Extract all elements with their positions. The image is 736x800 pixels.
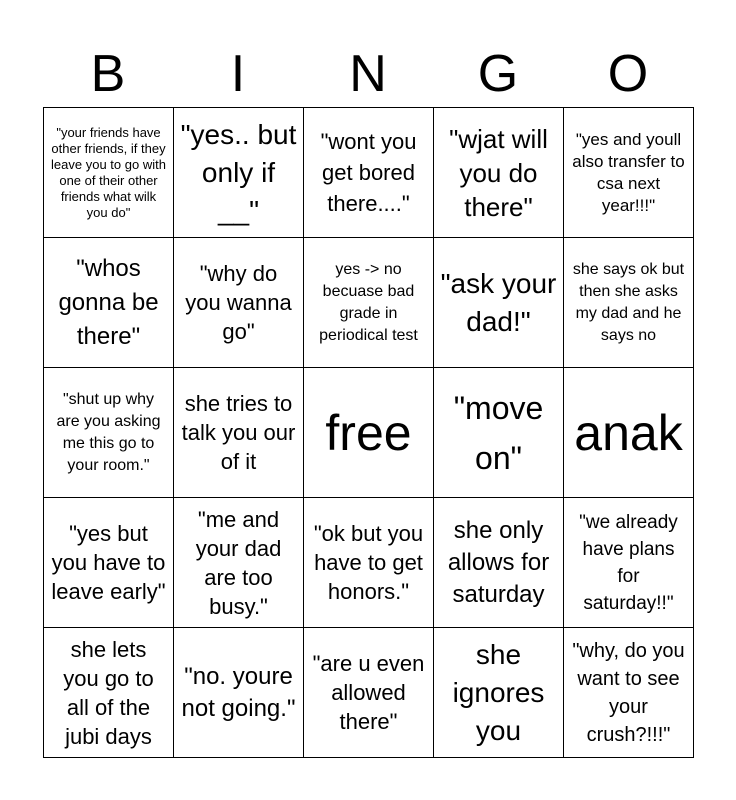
bingo-cell[interactable] xyxy=(564,108,694,238)
bingo-cell[interactable] xyxy=(44,238,174,368)
bingo-cell-text: "yes.. but only if __" xyxy=(180,118,297,226)
bingo-cell[interactable] xyxy=(174,498,304,628)
bingo-cell[interactable] xyxy=(44,628,174,758)
bingo-cell-text: "ok but you have to get honors." xyxy=(313,521,424,604)
bingo-cell[interactable] xyxy=(564,238,694,368)
bingo-cell-text: "me and your dad are too busy." xyxy=(195,506,282,619)
bingo-cell[interactable] xyxy=(434,498,564,628)
bingo-cell-text: "move on" xyxy=(453,389,544,476)
header-letter-o: O xyxy=(607,45,649,103)
bingo-cell-text: "why, do you want to see your crush?!!!" xyxy=(572,639,685,746)
bingo-cell-text: anak xyxy=(574,404,683,461)
header-letter-g: G xyxy=(477,45,519,103)
bingo-cell-text: she lets you go to all of the jubi days xyxy=(63,636,154,749)
bingo-cell[interactable] xyxy=(564,628,694,758)
bingo-cell[interactable] xyxy=(434,108,564,238)
bingo-cell[interactable] xyxy=(174,108,304,238)
bingo-cell[interactable] xyxy=(44,108,174,238)
bingo-cell[interactable] xyxy=(304,238,434,368)
bingo-cell[interactable] xyxy=(564,498,694,628)
bingo-cell-text: "why do you wanna go" xyxy=(185,261,292,344)
bingo-cell-text: she tries to talk you our of it xyxy=(181,391,296,474)
bingo-header xyxy=(43,40,693,108)
bingo-cell[interactable] xyxy=(564,368,694,498)
bingo-cell-text: she says ok but then she asks my dad and he says no xyxy=(572,260,685,344)
bingo-cell[interactable] xyxy=(304,498,434,628)
bingo-cell-text: "yes and youll also transfer to csa next year!!!" xyxy=(572,129,685,215)
bingo-cell[interactable] xyxy=(434,368,564,498)
header-letter-i: I xyxy=(230,45,246,103)
bingo-cell-text: "wjat will you do there" xyxy=(449,123,548,222)
bingo-cell-text: "yes but you have to leave early" xyxy=(51,521,166,604)
bingo-cell[interactable] xyxy=(44,498,174,628)
bingo-cell-text: "ask your dad!" xyxy=(440,267,557,337)
bingo-cell-text: "we already have plans for saturday!!" xyxy=(579,511,678,614)
bingo-cell[interactable] xyxy=(304,108,434,238)
bingo-cell-text: "whos gonna be there" xyxy=(58,254,159,350)
bingo-cell-text: she ignores you xyxy=(452,638,545,746)
bingo-cell-text: "shut up why are you asking me this go to your room." xyxy=(56,390,161,474)
bingo-cell-free[interactable] xyxy=(304,368,434,498)
bingo-cell[interactable] xyxy=(434,628,564,758)
bingo-cell[interactable] xyxy=(174,628,304,758)
bingo-cell-text: "no. youre not going." xyxy=(181,662,296,722)
bingo-cell[interactable] xyxy=(174,238,304,368)
bingo-grid xyxy=(43,107,694,758)
bingo-cell-text: she only allows for saturday xyxy=(447,516,550,608)
bingo-cell-text: "wont you get bored there...." xyxy=(320,129,417,216)
bingo-cell-text: "are u even allowed there" xyxy=(312,651,425,734)
bingo-cell[interactable] xyxy=(304,628,434,758)
bingo-cell[interactable] xyxy=(434,238,564,368)
bingo-cell[interactable] xyxy=(44,368,174,498)
bingo-cell[interactable] xyxy=(174,368,304,498)
header-letter-n: N xyxy=(349,45,387,103)
bingo-cell-text: "your friends have other friends, if they leave you to go with one of their other friends what wilk you do" xyxy=(51,124,166,220)
bingo-cell-text: free xyxy=(325,404,412,461)
bingo-cell-text: yes -> no becuase bad grade in periodical test xyxy=(319,260,418,344)
header-letter-b: B xyxy=(90,45,126,103)
